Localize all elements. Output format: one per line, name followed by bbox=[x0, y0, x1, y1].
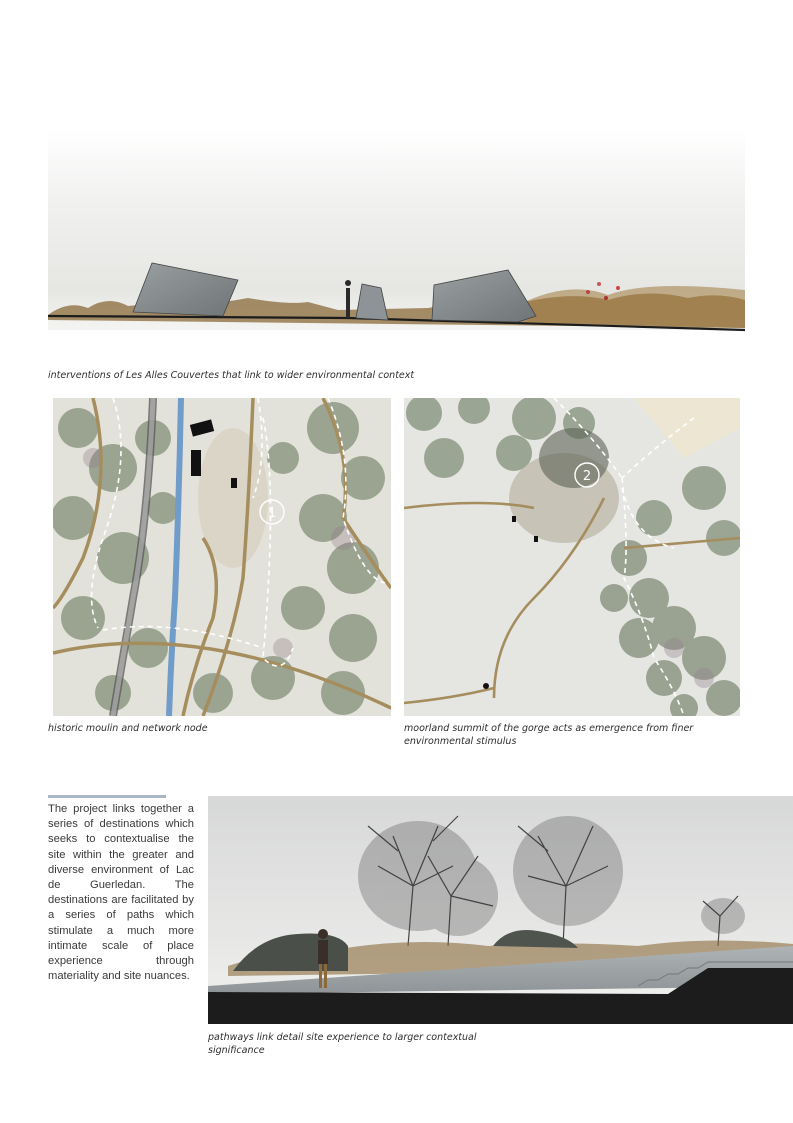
moulin-map-figure bbox=[53, 398, 391, 716]
summit-map-image bbox=[404, 398, 740, 716]
summit-map-figure bbox=[404, 398, 740, 716]
marker-2-label: 2 bbox=[582, 469, 592, 484]
panorama-image bbox=[48, 130, 745, 345]
moulin-caption: historic moulin and network node bbox=[48, 723, 208, 734]
pathway-caption: pathways link detail site experience to larger contextual significance bbox=[208, 1032, 477, 1056]
summit-caption: moorland summit of the gorge acts as emergence from finer environmental stimulus bbox=[404, 723, 694, 747]
moulin-map-image bbox=[53, 398, 391, 716]
pathway-section-figure bbox=[208, 796, 793, 1024]
sidebar-rule bbox=[48, 795, 166, 798]
sidebar-paragraph: The project links together a series of destinations which seeks to contextualise the site within the greater and diverse environment of Lac de Guerledan. The destinations are facilitated by a series of paths which stimulate a much more intimate scale of place experience through materiality and site nuances. bbox=[48, 803, 194, 983]
pathway-section-image bbox=[208, 796, 793, 1024]
panorama-caption: interventions of Les Alles Couvertes that link to wider environmental context bbox=[48, 370, 415, 381]
marker-1-label: 1 bbox=[267, 506, 277, 521]
panorama-figure bbox=[48, 130, 745, 345]
